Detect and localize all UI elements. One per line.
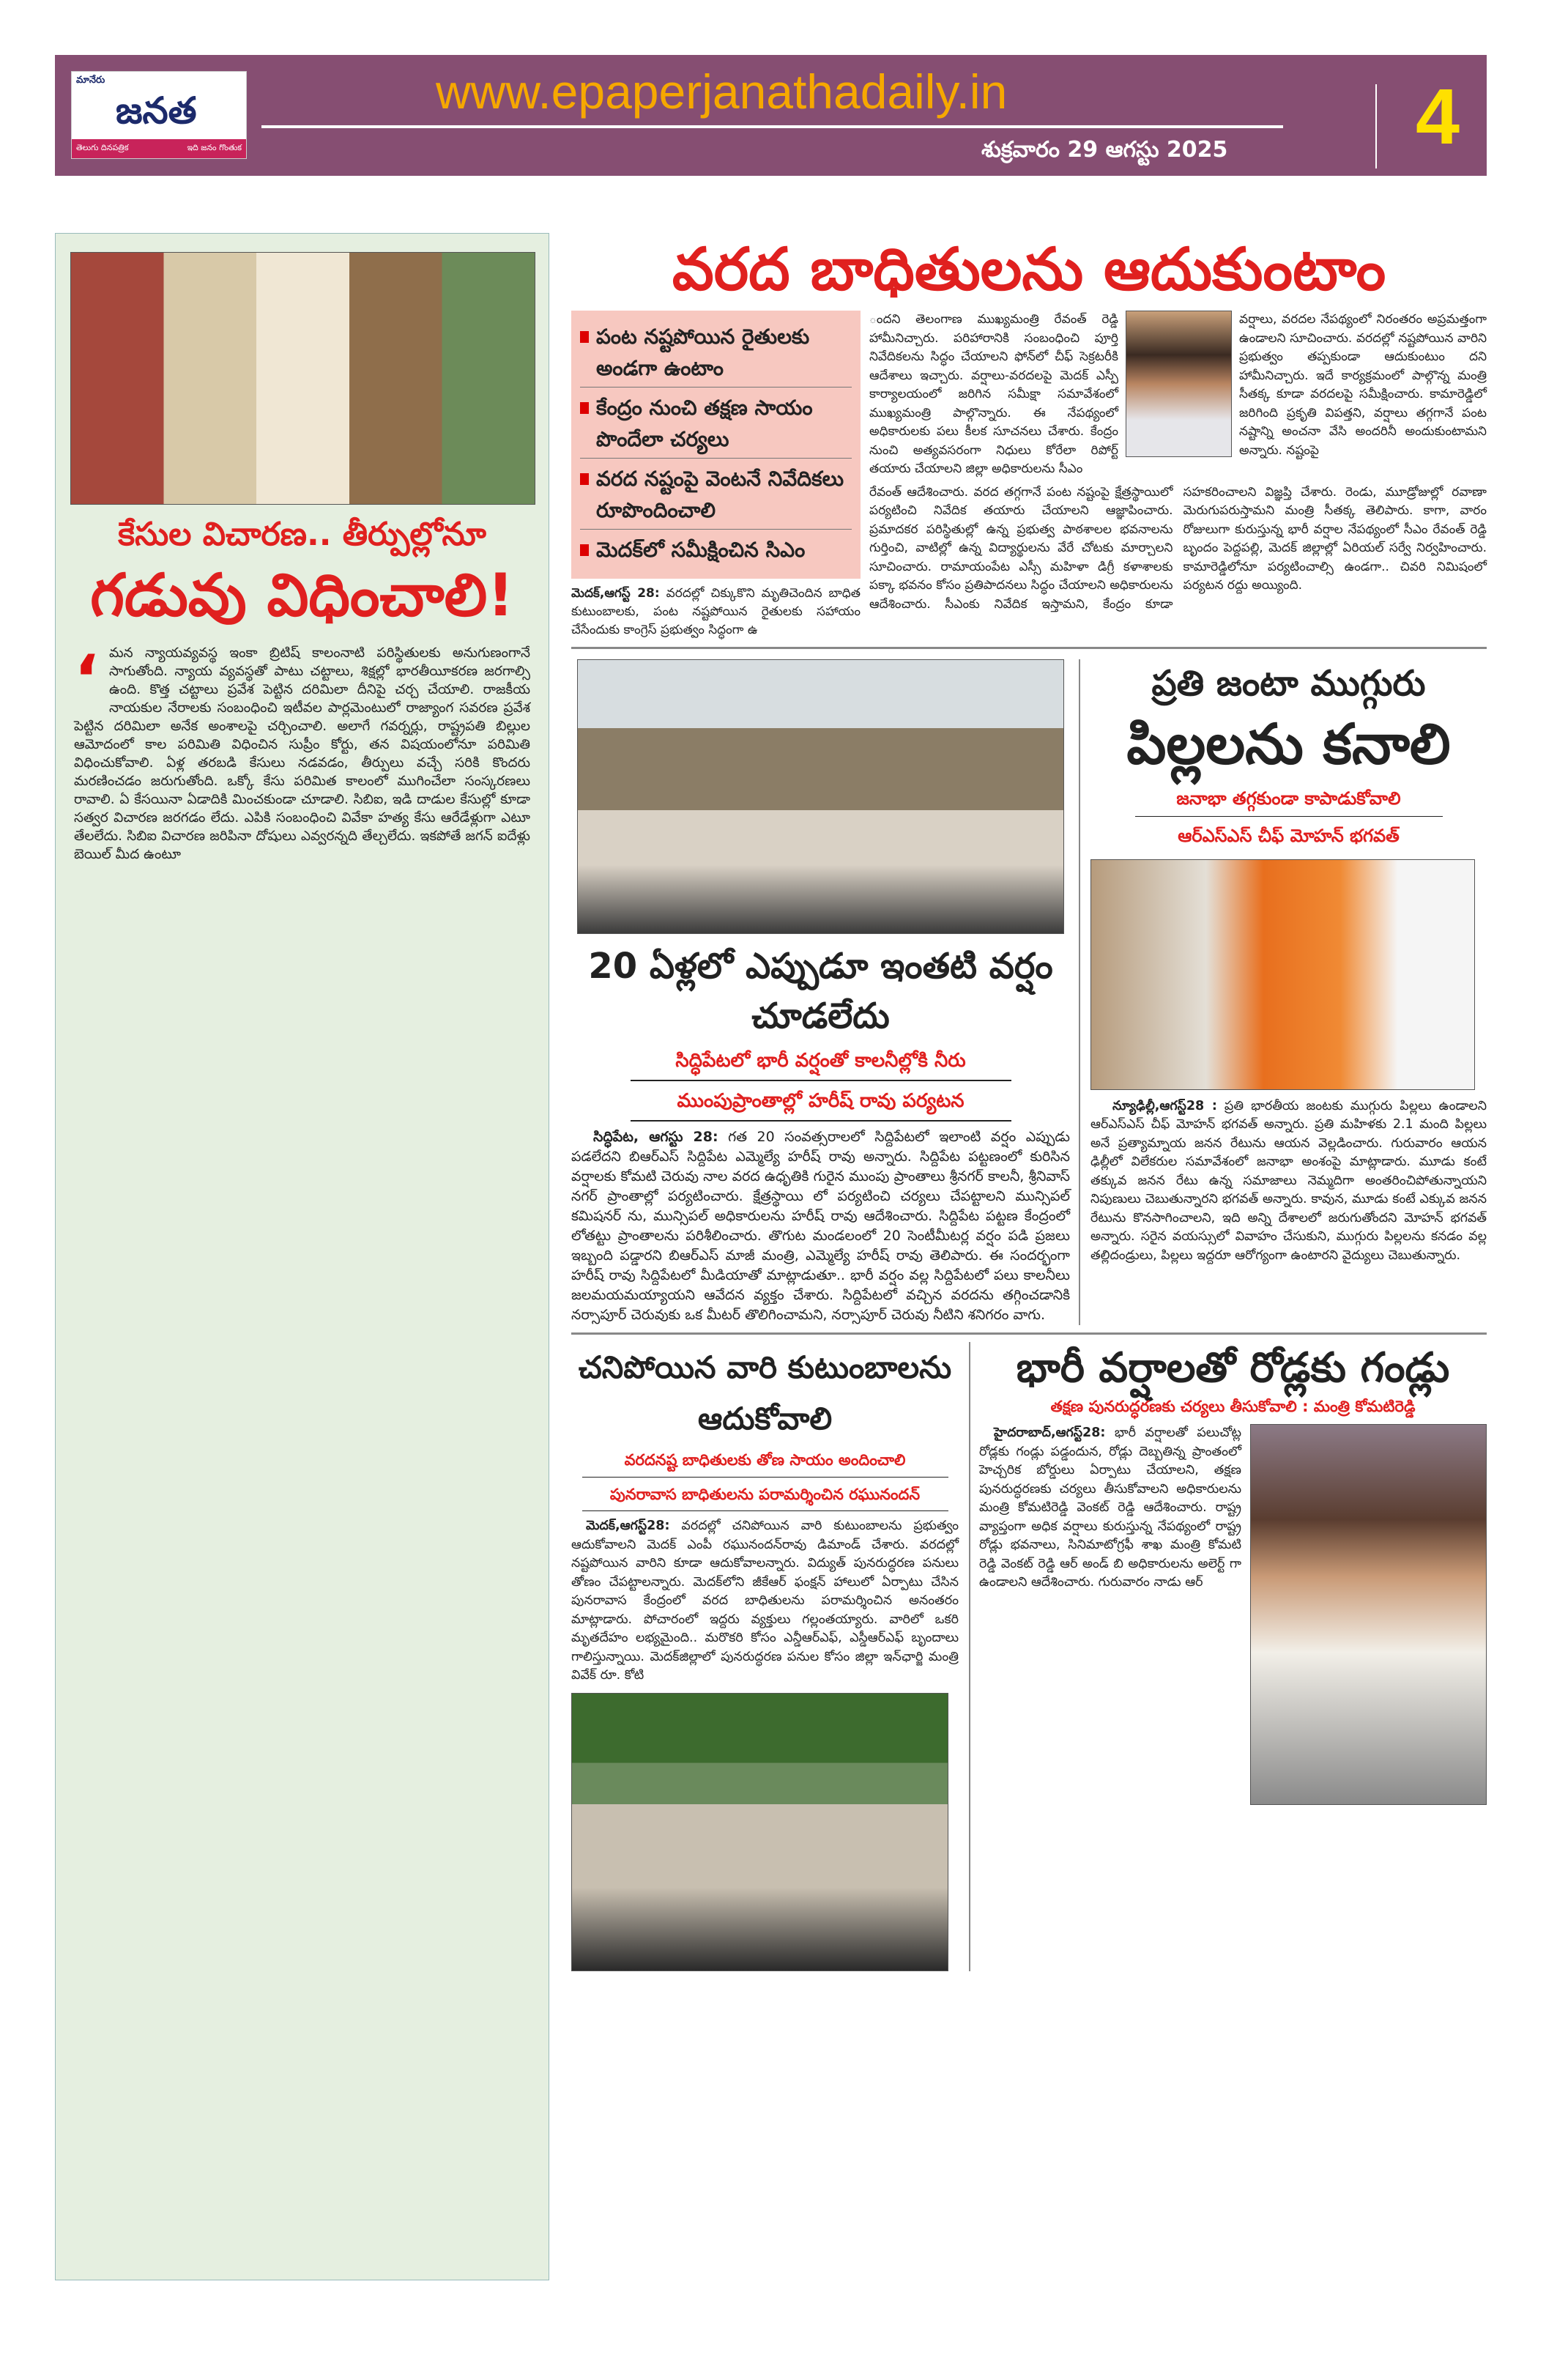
body-text: భారీ వర్షాలతో పలుచోట్ల రోడ్లకు గండ్లు పడ్డందున, రోడ్లు దెబ్బతిన్న ప్రాంతంలో హెచ్చరిక బోర్డులు ఏర్పాటు చేయాలని, తక్షణ పునరుద్ధరణకు చర్యలు తీసుకోవాలని అధికారులను మంత్రి కోమటిరెడ్డి వెంకట్ రెడ్డి ఆదేశించారు. రాష్ట్ర వ్యాప్తంగా అధిక వర్షాలు కురుస్తున్న నేపథ్యంలో రాష్ట్ర రోడ్లు భవనాలు, సినిమాటోగ్రఫీ శాఖ మంత్రి కోమటి రెడ్డి వెంకట్ రెడ్డి ఆర్ అండ్ బి అధికారులను అలెర్ట్ గా ఉండాలని ఆదేశించారు. గురువారం నాడు ఆర్	[979, 1426, 1241, 1590]
bottom-section	[571, 1335, 1487, 1971]
subheading: పునరావాస బాధితులను పరామర్శించిన రఘునందన్	[582, 1483, 948, 1512]
dateline: హైదరాబాద్,ఆగస్ట్28:	[994, 1426, 1106, 1441]
quote-mark-icon: ‘	[74, 640, 100, 718]
logo-prefix: మానేరు	[76, 75, 105, 86]
website-url[interactable]: www.epaperjanathadaily.in	[436, 64, 1008, 119]
siddipet-story	[571, 659, 1080, 1325]
highlight-text: మెదక్‌లో సమీక్షించిన సిఎం	[596, 538, 806, 562]
subheading: జనాభా తగ్గకుండా కాపాడుకోవాలి	[1135, 785, 1443, 817]
subheading: ఆర్ఎస్ఎస్ చీఫ్ మోహన్ భగవత్	[1178, 825, 1400, 846]
masthead-divider	[261, 125, 1283, 128]
raghunandan-story	[571, 1342, 970, 1971]
editorial-headline-kicker: కేసుల విచారణ.. తీర్పుల్లోనూ	[118, 516, 486, 553]
editorial-body-wrap	[70, 640, 534, 864]
body-text: గత 20 సంవత్సరాలలో సిద్దిపేటలో ఇలాంటి వర్షం ఎప్పుడు పడలేదని బిఆర్ఎస్ సిద్దిపేట ఎమ్మెల్యే హరీష్ రావు అన్నారు. సిద్దిపేట పట్టణంలో కురిసిన వర్షాలకు కోమటి చెరువు నాల వరద ఉధృతికి గురైన ముంపు ప్రాంతాలు శ్రీనగర్ కాలనీ, శ్రీనివాస్ నగర్ ప్రాంతాల్లో పర్యటించారు. క్షేత్రస్థాయి లో పర్యటించి చర్యలు చేపట్టాలని మున్సిపల్ కమిషనర్ ను, మున్సిపల్ అధికారులను హరీష్ రావు ఆదేశించారు. సిద్దిపేట పట్టణ కేంద్రంలో లోతట్టు ప్రాంతాలను పరిశీలించారు. తొగుట మండలంలో 20 సెంటీమీటర్ల వర్షం పడి ప్రజలు ఇబ్బంది పడ్డారని బిఆర్ఎస్ మాజీ మంత్రి, ఎమ్మెల్యే హరీష్ రావు తెలిపారు. ఈ సందర్భంగా హరీష్ రావు సిద్దిపేటలో మీడియాతో మాట్లాడుతూ.. భారీ వర్షం వల్ల సిద్దిపేటలో పలు కాలనీలు జలమయమయ్యాయని ఆవేదన వ్యక్తం చేశారు. సిద్దిపేటలో వచ్చిన వరదను తగ్గించడానికి నర్సాపూర్ చెరువుకు ఒక మీటర్ తొలిగించామని, నర్సాపూర్ చెరువు నీటిని శనిగరం వాగు.	[571, 1129, 1070, 1323]
siddipet-headline: 20 ఏళ్లలో ఎప్పుడూ ఇంతటి వర్షం చూడలేదు	[588, 946, 1053, 1037]
logo-tag-right: ఇది జనం గొంతుక	[187, 143, 242, 152]
editorial-column	[55, 233, 549, 2280]
logo-tagline	[72, 139, 246, 158]
dateline: మెదక్,ఆగస్ట్ 28:	[571, 586, 660, 601]
masthead-vertical-divider	[1375, 84, 1377, 168]
lead-headline: వరద బాధితులను ఆదుకుంటాం	[672, 235, 1386, 303]
highlight-item	[580, 463, 852, 530]
issue-date: శుక్రవారం 29 ఆగస్టు 2025	[981, 137, 1228, 163]
lead-story	[571, 233, 1487, 649]
bhagwat-story	[1080, 659, 1487, 1325]
logo-name: జనత	[116, 89, 197, 132]
bhagwat-subheadings	[1135, 785, 1443, 853]
lead-text: వరదల్లో చిక్కుకొని మృతిచెందిన బాధిత కుటుంబాలకు, పంట నష్టపోయిన రైతులకు సహాయం చేసేందుకు కాంగ్రెస్ ప్రభుత్వం సిద్ధంగా ఉ	[571, 586, 861, 637]
main-news-area	[571, 233, 1487, 1971]
flood-inspection-photo	[577, 659, 1064, 934]
roads-headline: భారీ వర్షాలతో రోడ్లకు గండ్లు	[1016, 1344, 1450, 1392]
courts-collage-image	[70, 252, 535, 505]
lead-story-left	[571, 311, 861, 640]
body-text: వరదల్లో చనిపోయిన వారి కుటుంబాలను ప్రభుత్వం ఆదుకోవాలని మెదక్ ఎంపీ రఘునందన్‌రావు డిమాండ్ చేశారు. వరదల్లో నష్టపోయిన వారిని కూడా ఆదుకోవాలన్నారు. విద్యుత్ పునరుద్ధరణ పనులు తోణం చేపట్టాలన్నారు. మెదక్‌లోని జీకేఆర్ ఫంక్షన్ హాలులో ఏర్పాటు చేసిన పునరావాస కేంద్రంలో వరద బాధితులను పరామర్శించిన అనంతరం మాట్లాడారు. పోచారంలో ఇద్దరు వ్యక్తులు గల్లంతయ్యారు. వారిలో ఒకరి మృతదేహం లభ్యమైంది.. మరొకరి కోసం ఎన్డీఆర్ఎఫ్, ఎస్డీఆర్ఎఫ్ బృందాలు గాలిస్తున్నాయి. మెదక్‌జిల్లాలో పునరుద్ధరణ పనుల కోసం జిల్లా ఇన్‌ఛార్జి మంత్రి వివేక్ రూ. కోటి	[571, 1519, 959, 1683]
dateline: న్యూఢిల్లీ,ఆగస్ట్28 :	[1112, 1098, 1217, 1113]
minister-komatireddy-photo	[1250, 1424, 1487, 1805]
bhagwat-headline-kicker: ప్రతి జంటా ముగ్గురు	[1151, 663, 1426, 704]
chief-minister-photo	[1126, 311, 1232, 457]
dateline: మెదక్,ఆగస్ట్28:	[586, 1519, 670, 1533]
body-text: ప్రతి భారతీయ జంటకు ముగ్గురు పిల్లలు ఉండాలని ఆర్ఎస్ఎస్ చీఫ్ మోహన్ భగవత్ అన్నారు. ప్రతి మహిళకు 2.1 మంది పిల్లలు అనే ప్రత్యామ్నాయ జనన రేటును ఆయన వెల్లడించారు. గురువారం ఆయన ఢిల్లీలో విలేకరుల సమావేశంలో జనాభా అంశంపై మాట్లాడారు. మూడు కంటే తక్కువ జనన రేటు ఉన్న సమాజాలు నెమ్మదిగా అంతరించిపోతున్నాయని నిపుణులు చెబుతున్నారని భగవత్ అన్నారు. కావున, మూడు కంటే ఎక్కువ జనన రేటును కొనసాగించాలని, ఇది అన్ని దేశాలలో జరుగుతోందని మోహన్ భగవత్ అన్నారు. సరైన వయస్సులో వివాహం చేసుకుని, ముగ్గురు పిల్లలను కనడం వల్ల తల్లిదండ్రులు, పిల్లలు ఇద్దరూ ఆరోగ్యంగా ఉంటారని వైద్యులు చెబుతున్నారు.	[1090, 1098, 1487, 1263]
page-number: 4	[1416, 72, 1460, 160]
highlight-item	[580, 534, 852, 568]
highlight-text: వరద నష్టంపై వెంటనే నివేదికలు రూపొందించాలి	[596, 467, 844, 522]
masthead	[55, 55, 1487, 176]
newspaper-logo	[71, 71, 247, 159]
lead-story-continuation: రేవంత్ ఆదేశించారు. వరద తగ్గగానే పంట నష్టంపై క్షేత్రస్థాయిలో పర్యటించి నివేదిక తయారు చేయాలని ఆజ్ఞాపించారు. ప్రమాదకర పరిస్థితుల్లో ఉన్న ప్రభుత్వ పాఠశాలల భవనాలను గుర్తించి, వాటిల్లో ఉన్న విద్యార్థులను వేరే చోటకు మార్చాలని సూచించారు. రామాయంపేట ఎస్సీ మహిళా డిగ్రీ కళాశాలకు పక్కా భవనం కోసం ప్రతిపాదనలు సిద్ధం చేయాలని అధికారులను ఆదేశించారు. సీఎంకు నివేదిక ఇస్తామని, కేంద్రం కూడా సహకరించాలని విజ్ఞప్తి చేశారు. రెండు, మూడ్రోజుల్లో రవాణా మెరుగుపరుస్తామని మంత్రి సీతక్క తెలిపారు. కాగా, వారం రోజులుగా కురుస్తున్న భారీ వర్షాల నేపథ్యంలో సీఎం రేవంత్ రెడ్డి బృందం పెద్దపల్లి, మెదక్ జిల్లాల్లో ఏరియల్ సర్వే నిర్వహించారు. కామారెడ్డిలోనూ పర్యటించాల్సి ఉండగా.. చివరి నిమిషంలో పర్యటన రద్దు అయ్యింది.	[869, 484, 1487, 612]
editorial-headline: గడువు విధించాలి!	[90, 560, 514, 629]
siddipet-subheadings	[631, 1047, 1011, 1122]
subheading: ముంపుప్రాంతాల్లో హరీష్ రావు పర్యటన	[631, 1087, 1011, 1122]
middle-section	[571, 649, 1487, 1335]
raghunandan-body	[571, 1517, 959, 1686]
bullet-square-icon	[580, 473, 589, 485]
bhagwat-headline: పిల్లలను కనాలి	[1126, 711, 1451, 777]
lead-story-column: ందని తెలంగాణ ముఖ్యమంత్రి రేవంత్ రెడ్డి హామీనిచ్చారు. పరిహారానికి సంబంధించి పూర్తి నివేదికలను సిద్ధం చేయాలని ఫోన్‌లో చీఫ్ సెక్రటరీకి ఆదేశాలు ఇచ్చారు. వర్షాలు-వరదలపై మెదక్ ఎస్పీ కార్యాలయంలో జరిగిన సమీక్షా సమావేశంలో ముఖ్యమంత్రి పాల్గొన్నారు. ఈ నేపథ్యంలో అధికారులకు పలు కీలక సూచనలు చేశారు. కేంద్రం నుంచి అత్యవసరంగా నిధులు కోరేలా రిపోర్ట్ తయారు చేయాలని జిల్లా అధికారులను సీఎం	[869, 312, 1118, 476]
lead-story-intro	[571, 585, 861, 640]
subheading: వరదనష్ట బాధితులకు తోణ సాయం అందించాలి	[582, 1449, 948, 1478]
lead-story-right	[869, 311, 1487, 640]
relief-camp-photo	[571, 1693, 948, 1971]
subheading: సిద్ధిపేటలో భారీ వర్షంతో కాలనీల్లోకి నీరు	[631, 1047, 1011, 1081]
highlight-text: కేంద్రం నుంచి తక్షణ సాయం పొందేలా చర్యలు	[596, 396, 813, 451]
mohan-bhagwat-photo	[1090, 859, 1475, 1090]
roads-story-body	[979, 1424, 1487, 1805]
roads-story	[970, 1342, 1487, 1971]
roads-subheading: తక్షణ పునరుద్ధరణకు చర్యలు తీసుకోవాలి : మంత్రి కోమటిరెడ్డి	[1050, 1397, 1416, 1415]
raghunandan-headline: చనిపోయిన వారి కుటుంబాలను ఆదుకోవాలి	[578, 1349, 952, 1436]
highlight-item	[580, 392, 852, 459]
bullet-square-icon	[580, 331, 589, 343]
dateline: సిద్ధిపేట, ఆగస్టు 28:	[593, 1129, 718, 1145]
logo-tag-left: తెలుగు దినపత్రిక	[76, 143, 129, 152]
lead-story-body	[571, 311, 1487, 640]
lead-story-upper	[869, 311, 1487, 479]
raghunandan-subheadings	[582, 1449, 948, 1511]
bhagwat-body	[1090, 1097, 1487, 1266]
bullet-square-icon	[580, 402, 589, 414]
roads-body	[979, 1424, 1241, 1593]
editorial-body: మన న్యాయవ్యవస్థ ఇంకా బ్రిటిష్ కాలంనాటి పరిస్థితులకు అనుగుణంగానే సాగుతోంది. న్యాయ వ్యవస్థతో పాటు చట్టాలు, శిక్షల్లో భారతీయీకరణ జరగాల్సి ఉంది. కొత్త చట్టాలు ప్రవేశ పెట్టిన దరిమిలా దీనిపై చర్చ చేయాలి. రాజకీయ నాయకుల నేరాలకు సంబంధించి ఇటీవల పార్లమెంటులో రాజ్యాంగ సవరణ ప్రవేశ పెట్టిన దరిమిలా అనేక అంశాలపై చర్చించాలి. అలాగే గవర్నర్లు, రాష్ట్రపతి బిల్లుల ఆమోదంలో కాల పరిమితి విధించిన సుప్రీం కోర్టు, తన విషయంలోనూ పరిమితి విధించుకోవాలి. ఏళ్ల తరబడి కేసులు నడవడం, తీర్పులు వచ్చే సరికి కొందరు మరణించడం జరుగుతోంది. ఒక్కో కేసు పరిమిత కాలంలో ముగించేలా సంస్కరణలు రావాలి. ఏ కేసయినా ఏడాదికి మించకుండా చూడాలి. సిబిఐ, ఇడి దాడుల కేసుల్లో కూడా సత్వర విచారణ జరగడం లేదు. ఎపికి సంబంధించి వివేకా హత్య కేసు ఆరేడేళ్లుగా ఎటూ తేలలేదు. సిబిఐ విచారణ జరిపినా దోషులు ఎవ్వరన్నది తేల్చలేదు. ఇకపోతే జగన్ ఐదేళ్లు బెయిల్ మీద ఉంటూ	[74, 645, 530, 862]
lead-story-column: వర్షాలు, వరదల నేపథ్యంలో నిరంతరం అప్రమత్తంగా ఉండాలని సూచించారు. వరదల్లో నష్టపోయిన వారిని ప్రభుత్వం తప్పకుండా ఆదుకుంటుం దని హామీనిచ్చారు. ఇదే కార్యక్రమంలో పాల్గొన్న మంత్రి సీతక్క కూడా వరదలపై సమీక్షించారు. కామారెడ్డిలో జరిగింది ప్రకృతి విపత్తని, వర్షాలు తగ్గగానే పంట నష్టాన్ని అంచనా వేసి అందరినీ అందుకుంటామని అన్నారు. నష్టంపై	[1239, 312, 1487, 458]
highlight-text: పంట నష్టపోయిన రైతులకు అండగా ఉంటాం	[596, 325, 810, 380]
highlight-item	[580, 321, 852, 388]
bullet-square-icon	[580, 544, 589, 556]
siddipet-body	[571, 1127, 1070, 1325]
highlights-box	[571, 311, 861, 579]
